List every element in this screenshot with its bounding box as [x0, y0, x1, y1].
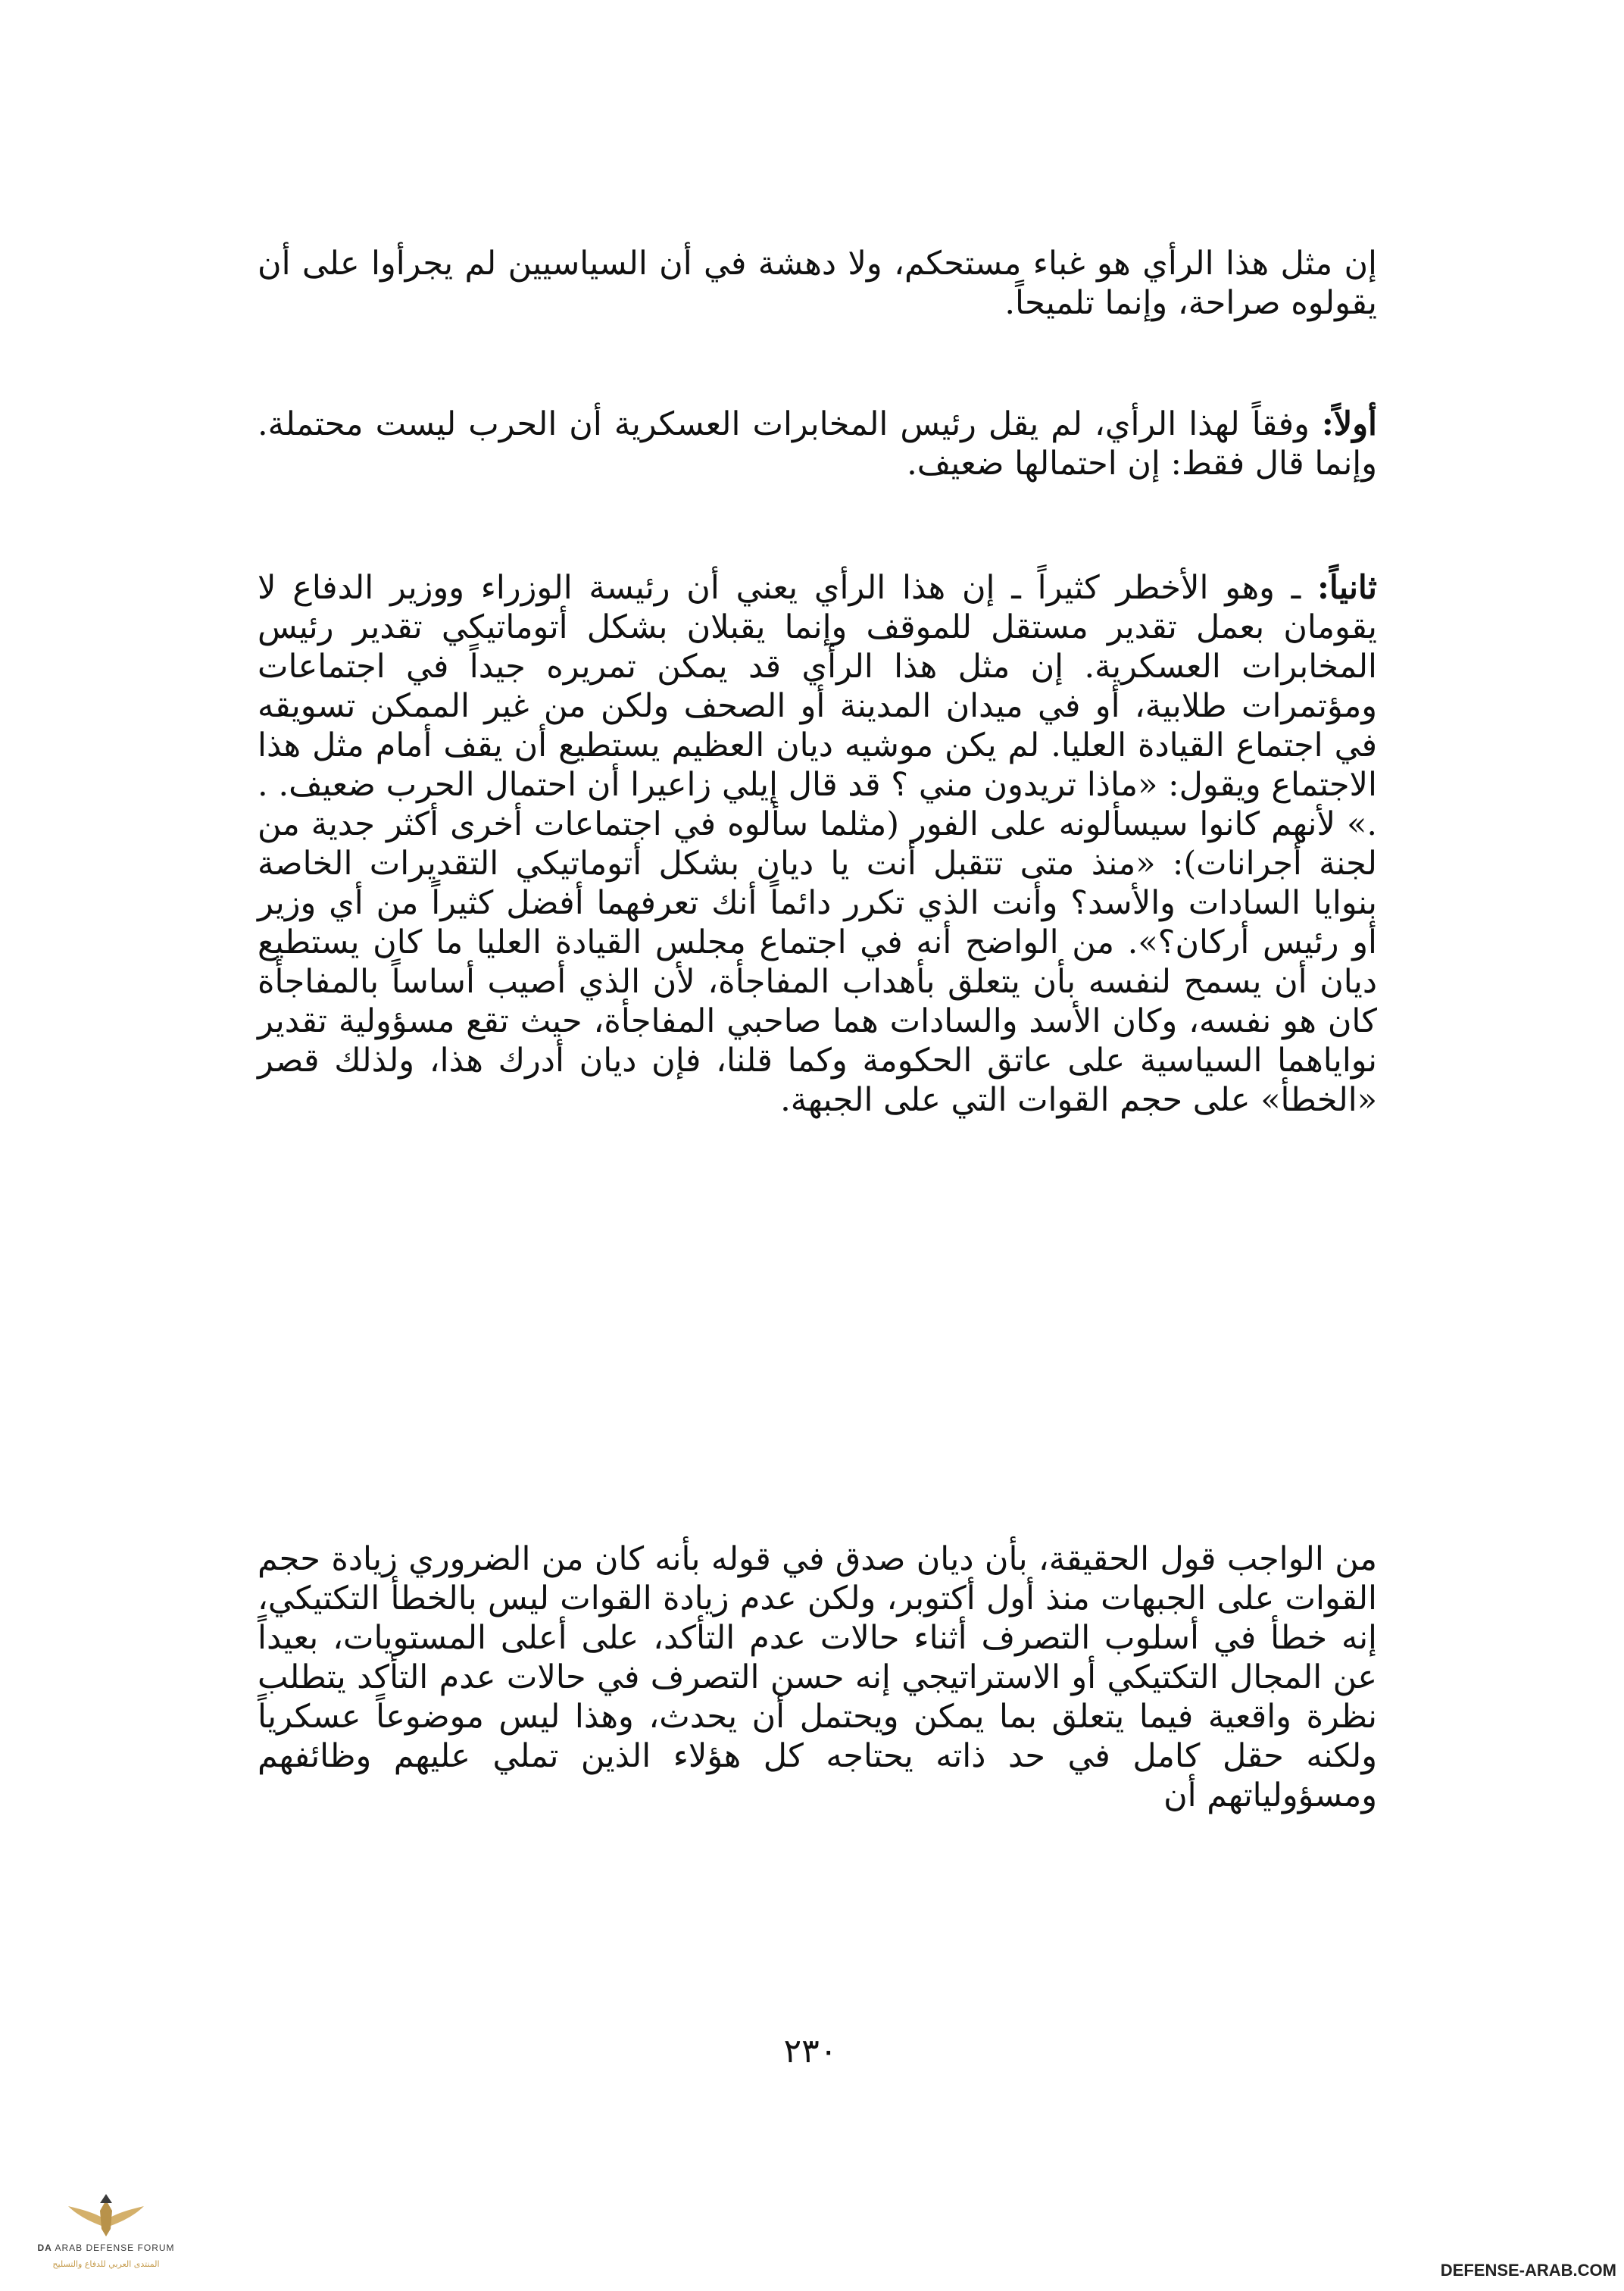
page-number: ٢٣٠ — [783, 2032, 838, 2071]
watermark-logo-arabic: المنتدى العربي للدفاع والتسليح — [52, 2259, 160, 2269]
paragraph-4-text: من الواجب قول الحقيقة، بأن ديان صدق في قوله بأنه كان من الضروري زيادة حجم القوات على الجبهات منذ أول أكتوبر، ولكن عدم زيادة القوات ليس بالخطأ التكتيكي، إنه خطأ في أسلوب التصرف أثناء حالات عدم التأكد، على أعلى المستويات، بعيداً عن المجال التكتيكي أو الاستراتيجي إنه حسن التصرف في حالات عدم التأكد يتطلب نظرة واقعية فيما يتعلق بما يمكن ويحتمل أن يحدث، وهذا ليس موضوعاً عسكرياً ولكنه حقل كامل في حد ذاته يحتاجه كل هؤلاء الذين تملي عليهم وظائفهم ومسؤولياتهم أن — [258, 1540, 1377, 1814]
paragraph-2-text: وفقاً لهذا الرأي، لم يقل رئيس المخابرات العسكرية أن الحرب ليست محتملة. وإنما قال فقط: إن احتمالها ضعيف. — [258, 405, 1377, 483]
paragraph-1 — [258, 244, 1377, 323]
watermark-url: DEFENSE-ARAB.COM — [1440, 2261, 1616, 2280]
eagle-wings-icon — [67, 2189, 145, 2239]
watermark-logo-letters: DA — [37, 2243, 52, 2253]
paragraph-3 — [258, 568, 1377, 1120]
paragraph-3-lead: ثانياً: — [1317, 569, 1377, 607]
paragraph-2 — [258, 405, 1377, 483]
watermark-logo — [23, 2189, 189, 2279]
watermark-logo-name-text: ARAB DEFENSE FORUM — [55, 2243, 175, 2253]
paragraph-4 — [258, 1539, 1377, 1815]
paragraph-3-text: ـ وهو الأخطر كثيراً ـ إن هذا الرأي يعني أن رئيسة الوزراء ووزير الدفاع لا يقومان بعمل تقدير مستقل للموقف وإنما يقبلان بشكل أتوماتيكي تقدير رئيس المخابرات العسكرية. إن مثل هذا الرأي قد يمكن تمريره جيداً في اجتماعات ومؤتمرات طلابية، أو في ميدان المدينة أو الصحف ولكن من غير الممكن تسويقه في اجتماع القيادة العليا. لم يكن موشيه ديان العظيم يستطيع أن يقف أمام مثل هذا الاجتماع ويقول: «ماذا تريدون مني ؟ قد قال إيلي زاعيرا أن احتمال الحرب ضعيف. . .» لأنهم كانوا سيسألونه على الفور (مثلما سألوه في اجتماعات أخرى أكثر جدية من لجنة أجرانات): «منذ متى تتقبل أنت يا ديان بشكل أتوماتيكي التقديرات الخاصة بنوايا السادات والأسد؟ وأنت الذي تكرر دائماً أنك تعرفهما أفضل كثيراً من أي وزير أو رئيس أركان؟». من الواضح أنه في اجتماع مجلس القيادة العليا ما كان يستطيع ديان أن يسمح لنفسه بأن يتعلق بأهداب المفاجأة، لأن الذي أصيب أساساً بالمفاجأة كان هو نفسه، وكان الأسد والسادات هما صاحبي المفاجأة، حيث تقع مسؤولية تقدير نواياهما السياسية على عاتق الحكومة وكما قلنا، فإن ديان أدرك هذا، ولذلك قصر «الخطأ» على حجم القوات التي على الجبهة. — [258, 569, 1377, 1119]
paragraph-2-lead: أولاً: — [1321, 405, 1377, 443]
watermark-logo-name — [23, 2243, 189, 2253]
paragraph-1-text: إن مثل هذا الرأي هو غباء مستحكم، ولا دهشة في أن السياسيين لم يجرأوا على أن يقولوه صراحة، وإنما تلميحاً. — [258, 245, 1377, 322]
